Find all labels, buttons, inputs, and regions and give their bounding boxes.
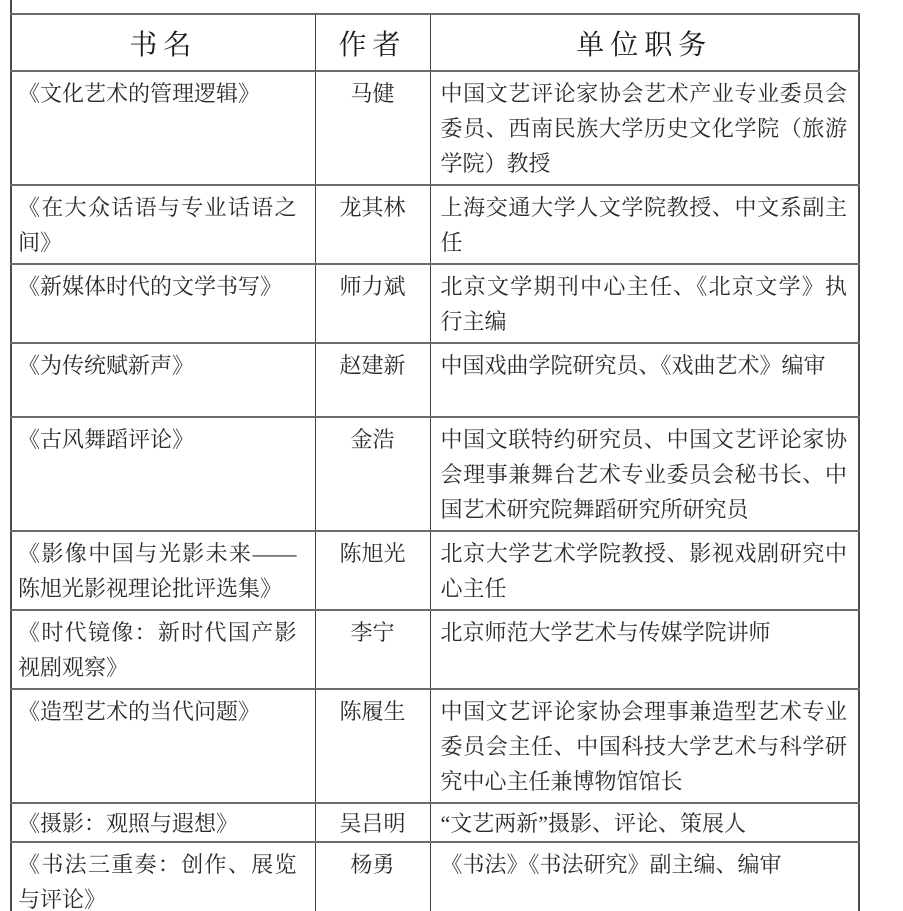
table-row	[11, 531, 859, 610]
book-title-cell: 《新媒体时代的文学书写》	[11, 264, 315, 343]
book-title-cell: 《在大众话语与专业话语之间》	[11, 185, 315, 264]
header-book-title: 书名	[11, 14, 315, 71]
table-row	[11, 610, 859, 689]
header-row	[11, 14, 859, 71]
position-cell: 中国文艺评论家协会理事兼造型艺术专业委员会主任、中国科技大学艺术与科学研究中心主任兼博物馆馆长	[430, 689, 859, 803]
book-title-cell: 《古风舞蹈评论》	[11, 417, 315, 531]
table-row	[11, 417, 859, 531]
position-cell: “文艺两新”摄影、评论、策展人	[430, 803, 859, 842]
book-title-cell: 《为传统赋新声》	[11, 343, 315, 417]
table-row	[11, 343, 859, 417]
book-title-cell: 《书法三重奏：创作、展览与评论》	[11, 842, 315, 911]
position-cell: 《书法》《书法研究》副主编、编审	[430, 842, 859, 911]
author-cell: 杨勇	[315, 842, 430, 911]
author-cell: 赵建新	[315, 343, 430, 417]
author-cell: 师力斌	[315, 264, 430, 343]
book-title-cell: 《影像中国与光影未来——陈旭光影视理论批评选集》	[11, 531, 315, 610]
author-cell: 马健	[315, 71, 430, 185]
header-position: 单位职务	[430, 14, 859, 71]
position-cell: 北京大学艺术学院教授、影视戏剧研究中心主任	[430, 531, 859, 610]
book-title-cell: 《时代镜像：新时代国产影视剧观察》	[11, 610, 315, 689]
author-cell: 金浩	[315, 417, 430, 531]
position-cell: 中国戏曲学院研究员、《戏曲艺术》编审	[430, 343, 859, 417]
position-cell: 中国文联特约研究员、中国文艺评论家协会理事兼舞台艺术专业委员会秘书长、中国艺术研究院舞蹈研究所研究员	[430, 417, 859, 531]
author-cell: 龙其林	[315, 185, 430, 264]
header-author: 作者	[315, 14, 430, 71]
book-title-cell: 《摄影：观照与遐想》	[11, 803, 315, 842]
table-row	[11, 185, 859, 264]
position-cell: 中国文艺评论家协会艺术产业专业委员会委员、西南民族大学历史文化学院（旅游学院）教授	[430, 71, 859, 185]
author-cell: 吴吕明	[315, 803, 430, 842]
table-row	[11, 803, 859, 842]
book-title-cell: 《造型艺术的当代问题》	[11, 689, 315, 803]
position-cell: 上海交通大学人文学院教授、中文系副主任	[430, 185, 859, 264]
author-cell: 陈旭光	[315, 531, 430, 610]
author-cell: 李宁	[315, 610, 430, 689]
table-row	[11, 842, 859, 911]
table-row	[11, 71, 859, 185]
books-table-body	[11, 71, 859, 911]
author-cell: 陈履生	[315, 689, 430, 803]
table-row	[11, 689, 859, 803]
book-title-cell: 《文化艺术的管理逻辑》	[11, 71, 315, 185]
position-cell: 北京文学期刊中心主任、《北京文学》执行主编	[430, 264, 859, 343]
position-cell: 北京师范大学艺术与传媒学院讲师	[430, 610, 859, 689]
table-row	[11, 264, 859, 343]
books-table	[10, 13, 860, 911]
books-table-head	[11, 14, 859, 71]
